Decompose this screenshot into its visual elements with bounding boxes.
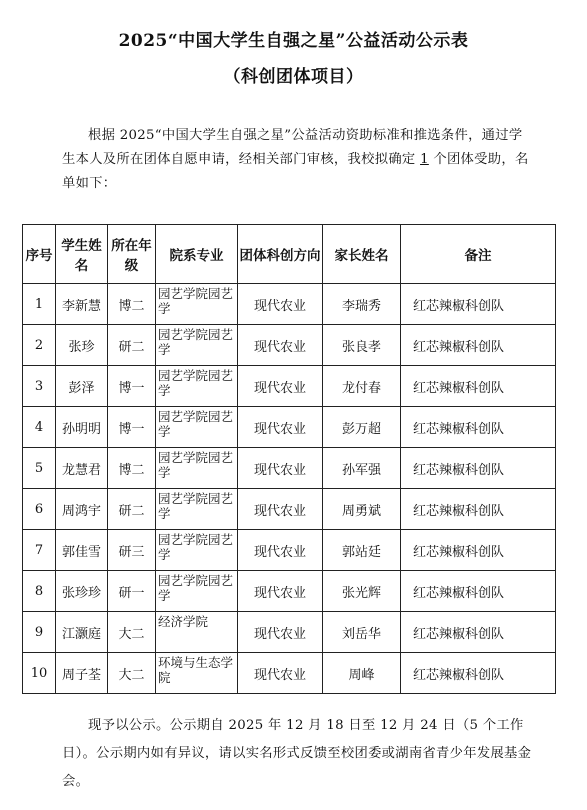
cell-direction: 现代农业 — [238, 366, 323, 407]
cell-direction: 现代农业 — [238, 653, 323, 694]
cell-parent-name: 周峰 — [323, 653, 401, 694]
cell-grade: 大二 — [108, 653, 156, 694]
closing-paragraph: 现予以公示。公示期自 2025 年 12 月 18 日至 12 月 24 日（5 个工作日）。公示期内如有异议，请以实名形式反馈至校团委或湖南省青少年发展基金会。 — [62, 718, 532, 789]
cell-team: 红芯辣椒科创队 — [401, 571, 556, 612]
cell-direction: 现代农业 — [238, 284, 323, 325]
table-row — [23, 653, 556, 694]
table-row — [23, 366, 556, 407]
table-header-row — [23, 225, 556, 284]
cell-grade: 博二 — [108, 448, 156, 489]
header-department: 院系专业 — [156, 225, 238, 284]
cell-student-name: 龙慧君 — [56, 448, 108, 489]
header-parent-name: 家长姓名 — [323, 225, 401, 284]
cell-team: 红芯辣椒科创队 — [401, 366, 556, 407]
cell-team: 红芯辣椒科创队 — [401, 284, 556, 325]
cell-department: 园艺学院园艺学 — [156, 407, 238, 448]
cell-team: 红芯辣椒科创队 — [401, 612, 556, 653]
cell-student-name: 周子荃 — [56, 653, 108, 694]
table-row — [23, 325, 556, 366]
team-count: 1 — [420, 152, 429, 167]
cell-grade: 研二 — [108, 325, 156, 366]
page-subtitle: （科创团体项目） — [223, 67, 364, 87]
cell-no: 10 — [23, 653, 56, 694]
table-row — [23, 448, 556, 489]
cell-student-name: 周鸿宇 — [56, 489, 108, 530]
cell-grade: 博一 — [108, 366, 156, 407]
table-row — [23, 407, 556, 448]
cell-parent-name: 郭站廷 — [323, 530, 401, 571]
cell-no: 6 — [23, 489, 56, 530]
cell-student-name: 李新慧 — [56, 284, 108, 325]
cell-direction: 现代农业 — [238, 489, 323, 530]
cell-grade: 研一 — [108, 571, 156, 612]
cell-no: 9 — [23, 612, 56, 653]
header-grade: 所在年级 — [108, 225, 156, 284]
cell-department: 经济学院 — [156, 612, 238, 653]
recipient-table — [22, 224, 556, 694]
cell-grade: 博一 — [108, 407, 156, 448]
cell-parent-name: 孙军强 — [323, 448, 401, 489]
cell-parent-name: 张光辉 — [323, 571, 401, 612]
cell-team: 红芯辣椒科创队 — [401, 653, 556, 694]
cell-grade: 大二 — [108, 612, 156, 653]
cell-department: 园艺学院园艺学 — [156, 366, 238, 407]
intro-paragraph — [62, 124, 532, 196]
cell-no: 1 — [23, 284, 56, 325]
cell-direction: 现代农业 — [238, 612, 323, 653]
cell-student-name: 江灏庭 — [56, 612, 108, 653]
cell-grade: 博二 — [108, 284, 156, 325]
cell-grade: 研二 — [108, 489, 156, 530]
cell-team: 红芯辣椒科创队 — [401, 407, 556, 448]
intro-text-after: 个团体受助，名单如下： — [62, 152, 529, 191]
cell-department: 园艺学院园艺学 — [156, 325, 238, 366]
cell-student-name: 张珍 — [56, 325, 108, 366]
cell-parent-name: 李瑞秀 — [323, 284, 401, 325]
header-remarks: 备注 — [401, 225, 556, 284]
cell-student-name: 张珍珍 — [56, 571, 108, 612]
cell-parent-name: 刘岳华 — [323, 612, 401, 653]
cell-no: 4 — [23, 407, 56, 448]
header-direction: 团体科创方向 — [238, 225, 323, 284]
table-row — [23, 612, 556, 653]
cell-team: 红芯辣椒科创队 — [401, 530, 556, 571]
table-row — [23, 489, 556, 530]
cell-student-name: 郭佳雪 — [56, 530, 108, 571]
cell-direction: 现代农业 — [238, 571, 323, 612]
cell-department: 园艺学院园艺学 — [156, 284, 238, 325]
cell-team: 红芯辣椒科创队 — [401, 325, 556, 366]
cell-department: 园艺学院园艺学 — [156, 530, 238, 571]
cell-no: 3 — [23, 366, 56, 407]
cell-grade: 研三 — [108, 530, 156, 571]
intro-text-before: 根据 2025“中国大学生自强之星”公益活动资助标准和推选条件，通过学生本人及所在团体自愿申请，经相关部门审核，我校拟确定 — [62, 128, 523, 167]
cell-team: 红芯辣椒科创队 — [401, 448, 556, 489]
cell-parent-name: 周勇斌 — [323, 489, 401, 530]
cell-no: 5 — [23, 448, 56, 489]
cell-direction: 现代农业 — [238, 325, 323, 366]
header-student-name: 学生姓名 — [56, 225, 108, 284]
cell-no: 8 — [23, 571, 56, 612]
cell-direction: 现代农业 — [238, 530, 323, 571]
table-row — [23, 571, 556, 612]
cell-student-name: 彭泽 — [56, 366, 108, 407]
cell-no: 2 — [23, 325, 56, 366]
cell-parent-name: 张良孝 — [323, 325, 401, 366]
table-row — [23, 530, 556, 571]
page-title: 2025“中国大学生自强之星”公益活动公示表 — [118, 31, 469, 51]
cell-parent-name: 彭万超 — [323, 407, 401, 448]
cell-parent-name: 龙付春 — [323, 366, 401, 407]
table-row — [23, 284, 556, 325]
cell-team: 红芯辣椒科创队 — [401, 489, 556, 530]
cell-department: 园艺学院园艺学 — [156, 571, 238, 612]
cell-no: 7 — [23, 530, 56, 571]
cell-department: 环境与生态学院 — [156, 653, 238, 694]
cell-department: 园艺学院园艺学 — [156, 448, 238, 489]
cell-direction: 现代农业 — [238, 448, 323, 489]
cell-department: 园艺学院园艺学 — [156, 489, 238, 530]
cell-direction: 现代农业 — [238, 407, 323, 448]
cell-student-name: 孙明明 — [56, 407, 108, 448]
header-no: 序号 — [23, 225, 56, 284]
